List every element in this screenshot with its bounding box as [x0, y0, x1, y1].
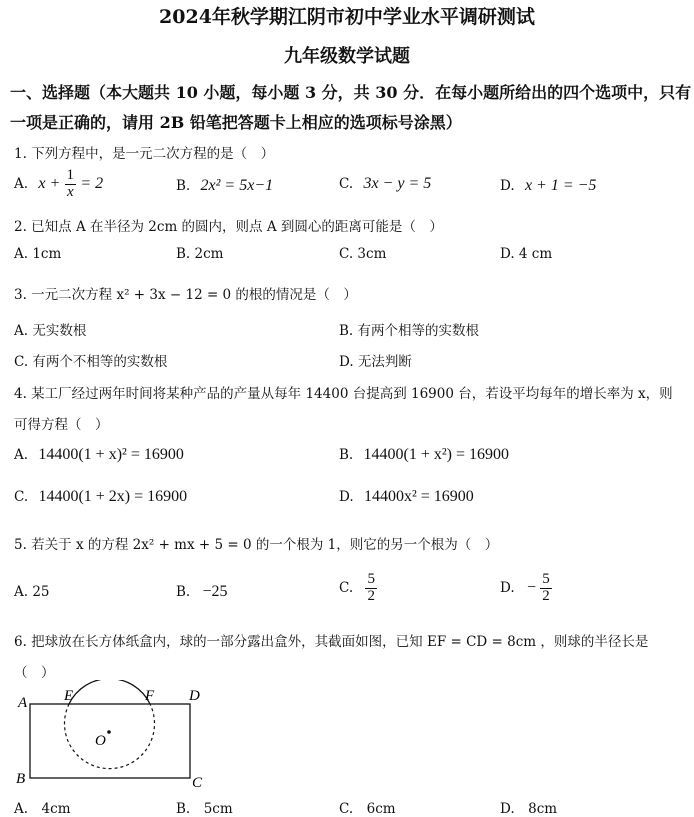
q3-option-b: B. 有两个相等的实数根: [339, 323, 480, 339]
q3-option-c: C. 有两个不相等的实数根: [14, 354, 168, 370]
q1-stem: 1. 下列方程中，是一元二次方程的是（ ）: [14, 146, 275, 162]
q1-b-text: 2x² = 5x−1: [200, 177, 274, 194]
q5-d-label: D.: [500, 579, 515, 596]
q4-d-text: 14400x² = 16900: [363, 488, 474, 505]
q1-a-num: 1: [66, 167, 75, 183]
q1-a-post: = 2: [80, 174, 104, 192]
section-heading-line2: 一项是正确的，请用 2B 铅笔把答题卡上相应的选项标号涂黑）: [10, 113, 462, 132]
q5-d-sign: −: [526, 578, 536, 596]
q1-option-c: [339, 175, 431, 193]
label-d: D: [189, 688, 200, 704]
q5-option-c: [339, 572, 377, 605]
q4-b-text: 14400(1 + x²) = 16900: [363, 446, 510, 463]
q4-d-label: D.: [339, 489, 354, 505]
q5-option-a: A. 25: [14, 584, 50, 600]
q5-option-b: [176, 583, 228, 601]
q1-b-label: B.: [176, 178, 191, 194]
q6-option-b: B. 5cm: [176, 801, 233, 817]
q1-a-label: A.: [14, 175, 29, 192]
q2-option-a: A. 1cm: [14, 246, 62, 262]
q1-option-d: [500, 177, 596, 195]
label-c: C: [192, 775, 203, 791]
box-rectangle: [30, 704, 190, 778]
q1-option-b: [176, 177, 273, 195]
q6-option-a: A. 4cm: [14, 801, 71, 817]
q4-option-b: [339, 446, 509, 464]
q4-option-d: [339, 488, 474, 506]
q5-c-fraction: [365, 572, 377, 605]
q6-option-c: C. 6cm: [339, 801, 396, 817]
q3-stem: 3. 一元二次方程 x² + 3x − 12 = 0 的根的情况是（ ）: [14, 287, 357, 303]
q5-c-label: C.: [339, 579, 354, 596]
q4-a-label: A.: [14, 447, 29, 463]
label-o: O: [95, 733, 106, 749]
q5-stem: 5. 若关于 x 的方程 2x² + mx + 5 = 0 的一个根为 1，则它的另一个根为（ ）: [14, 537, 499, 553]
ball-visible-arc: [69, 680, 150, 704]
q6-option-d: D. 8cm: [500, 801, 558, 817]
label-b: B: [16, 771, 26, 787]
q2-option-c: C. 3cm: [339, 246, 387, 262]
q5-d-fraction: [540, 572, 552, 605]
q5-b-label: B.: [176, 584, 191, 600]
q1-c-text: 3x − y = 5: [363, 175, 432, 192]
q4-b-label: B.: [339, 447, 354, 463]
q5-d-den: 2: [542, 587, 550, 604]
q4-option-a: [14, 446, 184, 464]
q5-c-num: 5: [367, 571, 375, 587]
q1-d-text: x + 1 = −5: [524, 177, 597, 194]
q1-option-a: [14, 168, 103, 201]
q5-option-d: [500, 572, 552, 605]
q2-option-d: D. 4 cm: [500, 246, 553, 262]
q1-d-label: D.: [500, 178, 515, 194]
q1-c-label: C.: [339, 176, 354, 192]
q4-c-label: C.: [14, 489, 29, 505]
exam-title: 2024年秋学期江阴市初中学业水平调研测试: [159, 6, 535, 28]
q1-a-pre: x +: [38, 174, 61, 192]
q2-stem: 2. 已知点 A 在半径为 2cm 的圆内，则点 A 到圆心的距离可能是（ ）: [14, 219, 443, 235]
q3-option-d: D. 无法判断: [339, 354, 412, 370]
exam-subtitle: 九年级数学试题: [284, 46, 410, 67]
q6-stem-line2: （ ）: [14, 665, 55, 681]
q1-a-fraction: [65, 168, 77, 201]
q5-b-text: −25: [202, 583, 228, 600]
label-f: F: [145, 688, 155, 704]
q4-c-text: 14400(1 + 2x) = 16900: [38, 488, 188, 505]
q4-stem-line1: 4. 某工厂经过两年时间将某种产品的产量从每年 14400 台提高到 16900 台，若设平均每年的增长率为 x，则: [14, 386, 673, 402]
label-e: E: [64, 688, 74, 704]
q4-stem-line2: 可得方程（ ）: [14, 417, 109, 433]
q6-figure: [0, 680, 240, 795]
section-heading-line1: 一、选择题（本大题共 10 小题，每小题 3 分，共 30 分．在每小题所给出的四个选项中，只有: [10, 83, 692, 102]
label-a: A: [18, 695, 28, 711]
q5-c-den: 2: [367, 587, 375, 604]
q6-stem-line1: 6. 把球放在长方体纸盒内，球的一部分露出盒外，其截面如图，已知 EF = CD = 8cm ，则球的半径长是: [14, 634, 649, 650]
q1-a-den: x: [66, 183, 74, 200]
q4-option-c: [14, 488, 187, 506]
q3-option-a: A. 无实数根: [14, 323, 87, 339]
q4-a-text: 14400(1 + x)² = 16900: [38, 446, 184, 463]
q5-d-num: 5: [542, 571, 550, 587]
ball-hidden-arc: [65, 704, 155, 769]
q2-option-b: B. 2cm: [176, 246, 224, 262]
center-point: [107, 730, 111, 734]
